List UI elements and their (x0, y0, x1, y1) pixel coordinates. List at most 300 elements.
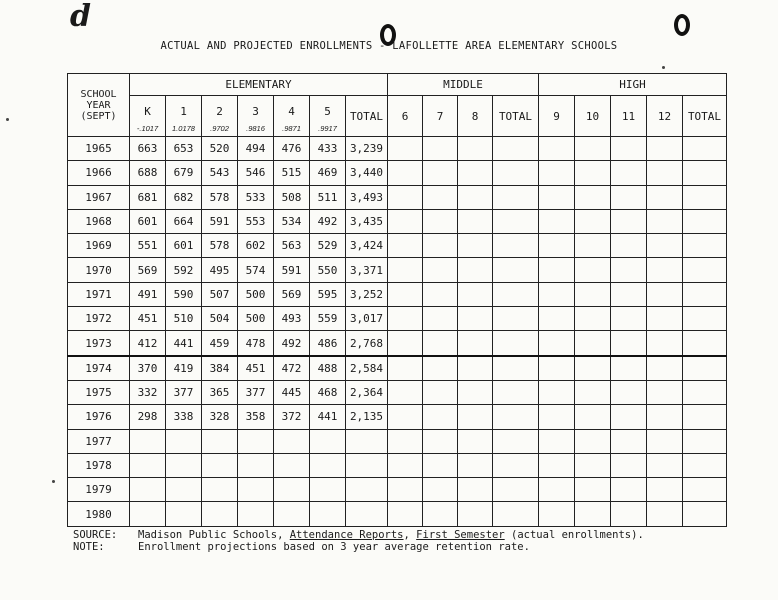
enrollment-cell: 515 (274, 161, 310, 185)
enrollment-cell: 591 (202, 209, 238, 233)
elementary-total-cell (346, 502, 388, 526)
high-cell (611, 478, 647, 502)
enrollment-cell: 520 (202, 137, 238, 161)
grade-label: 4 (288, 105, 295, 118)
high-cell (611, 209, 647, 233)
table-row (68, 234, 727, 258)
middle-cell (423, 380, 458, 404)
speck (52, 480, 55, 483)
enrollment-cell: 529 (310, 234, 346, 258)
enrollment-cell: 679 (166, 161, 202, 185)
enrollment-cell: 495 (202, 258, 238, 282)
table-row (68, 380, 727, 404)
enrollment-cell: 602 (238, 234, 274, 258)
high-cell (683, 356, 727, 381)
high-cell (539, 137, 575, 161)
enrollment-cell: 377 (238, 380, 274, 404)
retention-rate: .9917 (318, 124, 337, 133)
high-cell (683, 307, 727, 331)
punch-hole (674, 14, 690, 36)
high-cell (539, 307, 575, 331)
elementary-total-cell: 3,239 (346, 137, 388, 161)
elementary-grade-header (274, 96, 310, 137)
year-cell: 1966 (68, 161, 130, 185)
enrollment-cell (238, 478, 274, 502)
year-cell: 1980 (68, 502, 130, 526)
high-cell (575, 478, 611, 502)
middle-cell (493, 380, 539, 404)
year-cell: 1976 (68, 405, 130, 429)
grade-header-row (68, 96, 727, 137)
enrollment-cell: 377 (166, 380, 202, 404)
high-cell (539, 453, 575, 477)
enrollment-cell: 491 (130, 282, 166, 306)
high-cell (683, 453, 727, 477)
enrollment-table (67, 73, 727, 527)
high-cell (539, 161, 575, 185)
high-cell (647, 137, 683, 161)
enrollment-cell: 365 (202, 380, 238, 404)
middle-cell (388, 234, 423, 258)
enrollment-cell: 563 (274, 234, 310, 258)
high-cell (611, 307, 647, 331)
enrollment-cell: 338 (166, 405, 202, 429)
table-row (68, 356, 727, 381)
middle-cell (423, 282, 458, 306)
middle-cell (458, 161, 493, 185)
table-row (68, 161, 727, 185)
note-label: NOTE: (73, 541, 105, 553)
high-cell (539, 234, 575, 258)
year-cell: 1971 (68, 282, 130, 306)
high-cell (611, 185, 647, 209)
year-cell: 1967 (68, 185, 130, 209)
high-cell (611, 234, 647, 258)
speck (662, 66, 665, 69)
high-cell (647, 282, 683, 306)
enrollment-cell: 663 (130, 137, 166, 161)
high-cell (647, 307, 683, 331)
source-line (73, 529, 644, 541)
high-cell (611, 502, 647, 526)
high-cell (575, 185, 611, 209)
high-cell (539, 258, 575, 282)
enrollment-cell: 574 (238, 258, 274, 282)
enrollment-cell (238, 453, 274, 477)
middle-cell (493, 429, 539, 453)
middle-grade-header: 6 (388, 96, 423, 137)
high-cell (539, 502, 575, 526)
note-text: Enrollment projections based on 3 year average retention rate. (138, 541, 530, 553)
high-cell (575, 331, 611, 356)
middle-cell (493, 209, 539, 233)
enrollment-cell: 510 (166, 307, 202, 331)
middle-cell (423, 453, 458, 477)
middle-cell (493, 258, 539, 282)
high-group-header: HIGH (539, 74, 727, 96)
middle-cell (423, 502, 458, 526)
enrollment-cell: 553 (238, 209, 274, 233)
high-cell (683, 258, 727, 282)
table-row (68, 478, 727, 502)
enrollment-table-body (68, 137, 727, 527)
year-cell: 1965 (68, 137, 130, 161)
high-cell (683, 234, 727, 258)
middle-cell (493, 161, 539, 185)
enrollment-cell: 451 (238, 356, 274, 381)
enrollment-cell: 504 (202, 307, 238, 331)
school-year-label: SCHOOL (80, 88, 117, 100)
enrollment-cell (166, 429, 202, 453)
table-row (68, 209, 727, 233)
high-cell (683, 161, 727, 185)
elementary-total-cell: 3,017 (346, 307, 388, 331)
middle-cell (458, 282, 493, 306)
high-cell (611, 137, 647, 161)
middle-cell (388, 307, 423, 331)
elementary-grade-header (238, 96, 274, 137)
enrollment-cell (310, 429, 346, 453)
high-cell (539, 405, 575, 429)
grade-label: 3 (252, 105, 259, 118)
middle-cell (493, 282, 539, 306)
table-row (68, 331, 727, 356)
middle-cell (493, 137, 539, 161)
year-cell: 1975 (68, 380, 130, 404)
middle-cell (458, 258, 493, 282)
retention-rate: .9871 (282, 124, 301, 133)
middle-cell (388, 356, 423, 381)
middle-cell (388, 331, 423, 356)
year-cell: 1968 (68, 209, 130, 233)
middle-cell (423, 405, 458, 429)
enrollment-cell (274, 453, 310, 477)
enrollment-cell: 494 (238, 137, 274, 161)
middle-cell (388, 429, 423, 453)
enrollment-cell (202, 502, 238, 526)
enrollment-table-container (67, 73, 727, 527)
middle-cell (493, 405, 539, 429)
source-text: (actual enrollments). (504, 529, 644, 541)
table-row (68, 282, 727, 306)
enrollment-cell: 551 (130, 234, 166, 258)
middle-cell (458, 185, 493, 209)
elementary-total-cell: 2,584 (346, 356, 388, 381)
enrollment-cell: 328 (202, 405, 238, 429)
middle-cell (388, 502, 423, 526)
elementary-total-cell (346, 478, 388, 502)
middle-cell (423, 161, 458, 185)
elementary-grade-header (202, 96, 238, 137)
middle-cell (493, 502, 539, 526)
enrollment-cell: 500 (238, 307, 274, 331)
high-cell (647, 356, 683, 381)
enrollment-cell (130, 453, 166, 477)
enrollment-cell: 459 (202, 331, 238, 356)
school-year-label: (SEPT) (80, 110, 117, 122)
enrollment-cell: 511 (310, 185, 346, 209)
enrollment-cell: 592 (166, 258, 202, 282)
middle-cell (458, 478, 493, 502)
high-cell (683, 282, 727, 306)
elementary-total-cell: 2,135 (346, 405, 388, 429)
table-row (68, 453, 727, 477)
high-grade-header: 9 (539, 96, 575, 137)
high-cell (575, 405, 611, 429)
high-cell (539, 380, 575, 404)
retention-rate: 1.0178 (172, 124, 195, 133)
high-cell (647, 331, 683, 356)
enrollment-cell: 476 (274, 137, 310, 161)
source-label: SOURCE: (73, 529, 118, 541)
middle-cell (493, 185, 539, 209)
high-cell (647, 234, 683, 258)
middle-cell (458, 380, 493, 404)
elementary-total-cell (346, 453, 388, 477)
high-cell (575, 307, 611, 331)
high-cell (575, 209, 611, 233)
middle-cell (493, 356, 539, 381)
enrollment-cell (130, 429, 166, 453)
middle-cell (493, 307, 539, 331)
enrollment-cell: 472 (274, 356, 310, 381)
middle-grade-header: 8 (458, 96, 493, 137)
enrollment-cell: 384 (202, 356, 238, 381)
grade-label: 5 (324, 105, 331, 118)
year-cell: 1972 (68, 307, 130, 331)
elementary-total-cell: 3,252 (346, 282, 388, 306)
enrollment-cell (310, 478, 346, 502)
elementary-total-cell: 2,768 (346, 331, 388, 356)
middle-cell (423, 307, 458, 331)
enrollment-cell: 601 (166, 234, 202, 258)
high-grade-header: TOTAL (683, 96, 727, 137)
middle-grade-header: 7 (423, 96, 458, 137)
enrollment-cell (202, 478, 238, 502)
retention-rate: .9816 (246, 124, 265, 133)
table-row (68, 429, 727, 453)
elementary-total-cell: 3,493 (346, 185, 388, 209)
enrollment-cell: 543 (202, 161, 238, 185)
binder-mark: d (70, 0, 91, 34)
enrollment-cell: 601 (130, 209, 166, 233)
enrollment-cell: 578 (202, 185, 238, 209)
high-cell (611, 453, 647, 477)
middle-cell (493, 331, 539, 356)
year-cell: 1978 (68, 453, 130, 477)
middle-cell (388, 161, 423, 185)
high-cell (647, 502, 683, 526)
enrollment-cell (274, 502, 310, 526)
enrollment-cell (238, 429, 274, 453)
speck (6, 118, 9, 121)
enrollment-cell (310, 453, 346, 477)
high-cell (683, 429, 727, 453)
high-cell (539, 429, 575, 453)
high-cell (611, 282, 647, 306)
high-grade-header: 11 (611, 96, 647, 137)
enrollment-cell: 372 (274, 405, 310, 429)
high-cell (539, 356, 575, 381)
high-cell (539, 282, 575, 306)
year-cell: 1977 (68, 429, 130, 453)
enrollment-cell (166, 453, 202, 477)
enrollment-cell: 681 (130, 185, 166, 209)
middle-cell (388, 209, 423, 233)
high-cell (647, 429, 683, 453)
elementary-grade-header (166, 96, 202, 137)
elementary-grade-header (130, 96, 166, 137)
high-cell (575, 282, 611, 306)
enrollment-cell: 451 (130, 307, 166, 331)
table-row (68, 502, 727, 526)
year-cell: 1970 (68, 258, 130, 282)
document-title: ACTUAL AND PROJECTED ENROLLMENTS - LAFOLLETTE AREA ELEMENTARY SCHOOLS (160, 40, 618, 52)
enrollment-cell: 488 (310, 356, 346, 381)
middle-cell (458, 137, 493, 161)
middle-cell (493, 234, 539, 258)
high-cell (611, 405, 647, 429)
table-row (68, 185, 727, 209)
enrollment-cell: 508 (274, 185, 310, 209)
middle-cell (423, 429, 458, 453)
high-cell (575, 234, 611, 258)
year-cell: 1973 (68, 331, 130, 356)
high-cell (611, 258, 647, 282)
enrollment-cell (202, 429, 238, 453)
elementary-grade-header (310, 96, 346, 137)
enrollment-cell: 653 (166, 137, 202, 161)
high-cell (647, 185, 683, 209)
high-cell (539, 331, 575, 356)
enrollment-cell: 569 (274, 282, 310, 306)
middle-cell (388, 380, 423, 404)
high-cell (647, 405, 683, 429)
middle-cell (388, 282, 423, 306)
table-row (68, 258, 727, 282)
high-cell (575, 453, 611, 477)
high-cell (611, 429, 647, 453)
high-cell (575, 161, 611, 185)
middle-cell (388, 453, 423, 477)
enrollment-cell: 534 (274, 209, 310, 233)
year-cell: 1974 (68, 356, 130, 381)
enrollment-cell: 500 (238, 282, 274, 306)
grade-label: 1 (180, 105, 187, 118)
elementary-grade-header (346, 96, 388, 137)
high-cell (647, 209, 683, 233)
middle-cell (423, 137, 458, 161)
enrollment-cell: 507 (202, 282, 238, 306)
enrollment-cell (310, 502, 346, 526)
enrollment-cell: 493 (274, 307, 310, 331)
middle-cell (423, 478, 458, 502)
source-title: Attendance Reports (289, 529, 404, 541)
middle-cell (458, 453, 493, 477)
elementary-total-cell: 3,440 (346, 161, 388, 185)
enrollment-cell: 441 (166, 331, 202, 356)
high-cell (611, 331, 647, 356)
table-row (68, 137, 727, 161)
high-cell (575, 380, 611, 404)
middle-cell (423, 234, 458, 258)
high-cell (539, 478, 575, 502)
high-cell (575, 258, 611, 282)
high-cell (683, 405, 727, 429)
footer-notes (73, 529, 644, 553)
enrollment-cell: 664 (166, 209, 202, 233)
enrollment-cell: 492 (274, 331, 310, 356)
enrollment-cell: 433 (310, 137, 346, 161)
enrollment-cell (202, 453, 238, 477)
high-cell (575, 137, 611, 161)
high-cell (611, 161, 647, 185)
enrollment-cell: 445 (274, 380, 310, 404)
enrollment-cell (238, 502, 274, 526)
high-cell (647, 453, 683, 477)
middle-group-header: MIDDLE (388, 74, 539, 96)
enrollment-cell: 595 (310, 282, 346, 306)
enrollment-cell: 332 (130, 380, 166, 404)
grade-label: K (144, 105, 151, 118)
enrollment-cell (166, 502, 202, 526)
elementary-group-header: ELEMENTARY (130, 74, 388, 96)
enrollment-cell: 591 (274, 258, 310, 282)
enrollment-cell: 419 (166, 356, 202, 381)
enrollment-cell: 468 (310, 380, 346, 404)
enrollment-cell: 469 (310, 161, 346, 185)
high-cell (611, 356, 647, 381)
middle-cell (458, 502, 493, 526)
enrollment-cell: 590 (166, 282, 202, 306)
school-year-label: YEAR (86, 99, 111, 111)
middle-cell (388, 185, 423, 209)
retention-rate: -.1017 (136, 124, 159, 133)
table-row (68, 405, 727, 429)
enrollment-cell: 370 (130, 356, 166, 381)
high-cell (647, 258, 683, 282)
middle-cell (458, 307, 493, 331)
high-cell (683, 331, 727, 356)
middle-cell (388, 405, 423, 429)
enrollment-cell: 478 (238, 331, 274, 356)
source-title: First Semester (416, 529, 505, 541)
high-cell (683, 185, 727, 209)
middle-cell (423, 185, 458, 209)
middle-grade-header: TOTAL (493, 96, 539, 137)
enrollment-cell: 298 (130, 405, 166, 429)
year-cell: 1969 (68, 234, 130, 258)
enrollment-cell: 688 (130, 161, 166, 185)
high-cell (683, 209, 727, 233)
table-row (68, 307, 727, 331)
high-cell (575, 502, 611, 526)
school-year-header (68, 74, 130, 137)
enrollment-cell: 486 (310, 331, 346, 356)
enrollment-cell: 550 (310, 258, 346, 282)
enrollment-cell (166, 478, 202, 502)
enrollment-cell (130, 478, 166, 502)
elementary-total-cell: 2,364 (346, 380, 388, 404)
high-grade-header: 10 (575, 96, 611, 137)
middle-cell (458, 331, 493, 356)
enrollment-cell: 412 (130, 331, 166, 356)
enrollment-cell: 533 (238, 185, 274, 209)
high-cell (683, 380, 727, 404)
enrollment-cell: 441 (310, 405, 346, 429)
middle-cell (458, 234, 493, 258)
enrollment-cell: 358 (238, 405, 274, 429)
